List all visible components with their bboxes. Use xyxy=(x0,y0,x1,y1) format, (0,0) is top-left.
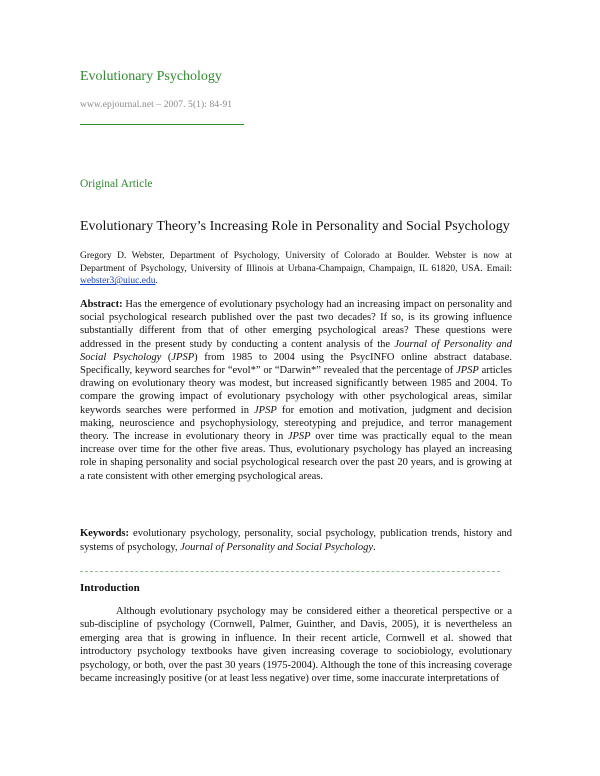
keywords-label: Keywords: xyxy=(80,528,129,539)
abstract-text: for emotion and motivation, judgment and decision making, neuroscience and psychophysiology, stereotyping and prejudice, and terror management theory. The increase in evolutionary theory in xyxy=(80,404,512,443)
journal-citation: www.epjournal.net – 2007. 5(1): 84-91 xyxy=(80,100,233,110)
abstract-journal-title: Journal of Personality and Social Psychology xyxy=(80,338,512,363)
article-type: Original Article xyxy=(80,178,153,190)
author-affiliation xyxy=(80,250,512,288)
author-email-link[interactable]: webster3@uiuc.edu xyxy=(80,276,156,287)
abstract-text: ( xyxy=(161,351,172,363)
abstract-label: Abstract: xyxy=(80,299,123,310)
section-heading: Introduction xyxy=(80,582,140,594)
keywords xyxy=(80,527,512,554)
abstract-text: over time was practically equal to the mean increase over time for the other five areas. Thus, evolutionary psychology has played an increasing role in shaping personality and social psychological research over the past 20 years, and is growing at a rate consistent with other emerging psychological areas. xyxy=(80,431,512,482)
abstract-text: ) from 1985 to 2004 using the PsycINFO online abstract database. Specifically, keyword searches for “evol*” or “Darwin*” revealed that the percentage of xyxy=(80,351,512,377)
abstract-text: articles drawing on evolutionary theory was modest, but increased significantly between 1985 and 2004. To compare the growing impact of evolutionary psychology with other psychological areas, similar keywords searches were performed in xyxy=(80,365,512,416)
abstract-text: Has the emergence of evolutionary psychology had an increasing impact on personality and social psychological research published over the past two decades? If so, is its growing influence substantially different from that of other emerging psychological areas? These questions were addressed in the present study by conducting a content analysis of the xyxy=(80,299,512,350)
keywords-journal-title: Journal of Personality and Social Psychology xyxy=(180,541,373,553)
abstract xyxy=(80,298,512,483)
keywords-suffix: . xyxy=(373,541,376,553)
header-divider xyxy=(80,124,244,125)
abstract-jpsp: JPSP xyxy=(254,404,277,416)
introduction-paragraph: Although evolutionary psychology may be considered either a theoretical perspective or a sub-discipline of psychology (Cornwell, Palmer, Guinther, and Davis, 2005), it is nevertheless an emerging area that is growing in influence. In their recent article, Cornwell et al. showed that introductory psychology textbooks have given increasing coverage to sociobiology, evolutionary psychology, or both, over the past 30 years (1975-2004). Although the tone of this increasing coverage became increasingly positive (or at least less negative) over time, some inaccurate interpretations of xyxy=(80,606,512,685)
article-title: Evolutionary Theory’s Increasing Role in Personality and Social Psychology xyxy=(80,219,510,234)
author-email-suffix: . xyxy=(155,276,158,287)
section-divider xyxy=(80,571,500,572)
journal-name: Evolutionary Psychology xyxy=(80,69,222,84)
abstract-jpsp: JPSP xyxy=(287,431,311,443)
abstract-jpsp: JPSP xyxy=(171,351,195,363)
abstract-jpsp: JPSP xyxy=(456,365,479,377)
keywords-text: evolutionary psychology, personality, social psychology, publication trends, history and systems of psychology, xyxy=(80,528,512,553)
author-text: Gregory D. Webster, Department of Psychology, University of Colorado at Boulder. Webster is now at Department of Psychology, University of Illinois at Urbana-Champaign, Champaign, IL 61820, USA. Email: xyxy=(80,251,512,274)
